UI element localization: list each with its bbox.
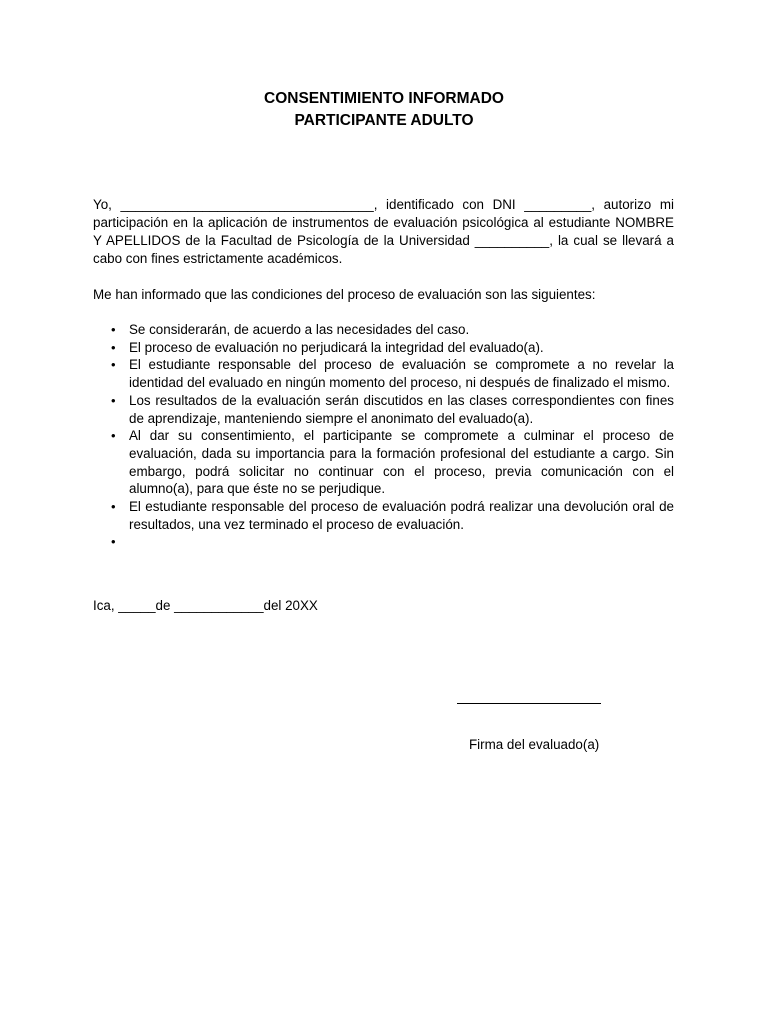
list-item xyxy=(93,321,674,339)
consent-paragraph: Yo, __________________________________, identificado con DNI _________, autorizo mi participación en la aplicación de instrumentos de evaluación psicológica al estudiante NOMBRE Y APELLIDOS de la Facultad de Psicología de la Universidad __________, la cual se llevará a cabo con fines estrictamente académicos. xyxy=(93,197,674,266)
signature-label: Firma del evaluado(a) xyxy=(469,737,600,752)
bullet-icon: • xyxy=(111,428,116,444)
bullet-icon: • xyxy=(111,322,116,337)
list-item-text: Se considerarán, de acuerdo a las necesidades del caso. xyxy=(129,322,470,337)
bullet-icon: • xyxy=(111,339,116,355)
conditions-list xyxy=(93,321,674,551)
document-title: CONSENTIMIENTO INFORMADO xyxy=(264,90,504,107)
document-subtitle: PARTICIPANTE ADULTO xyxy=(294,112,474,129)
bullet-icon: • xyxy=(111,357,116,373)
bullet-icon: • xyxy=(111,534,116,550)
list-item-text: Al dar su consentimiento, el participante se compromete a culminar el proceso de evaluación, dada su importancia para la formación profesional del estudiante a cargo. Sin embargo, podrá solicitar no continuar con el proceso, previa comunicación con el alumno(a), para que éste no se perjudique. xyxy=(129,428,674,497)
list-item xyxy=(93,427,674,498)
list-item-text: Los resultados de la evaluación serán discutidos en las clases correspondientes con fines de aprendizaje, manteniendo siempre el anonimato del evaluado(a). xyxy=(129,392,674,426)
list-item-text: El proceso de evaluación no perjudicará la integridad del evaluado(a). xyxy=(129,339,544,355)
conditions-intro-paragraph: Me han informado que las condiciones del proceso de evaluación son las siguientes: xyxy=(93,287,596,302)
list-item-text: El estudiante responsable del proceso de evaluación se compromete a no revelar la identidad del evaluado en ningún momento del proceso, ni después de finalizado el mismo. xyxy=(129,357,674,391)
list-item xyxy=(93,392,674,427)
list-item xyxy=(93,498,674,533)
list-item xyxy=(93,356,674,391)
signature-line xyxy=(457,703,601,704)
list-item-text: El estudiante responsable del proceso de evaluación podrá realizar una devolución oral de resultados, una vez terminado el proceso de evaluación. xyxy=(129,499,674,532)
bullet-icon: • xyxy=(111,392,116,408)
place-date-line: Ica, _____de ____________del 20XX xyxy=(93,598,318,613)
list-item-empty xyxy=(93,533,674,551)
list-item xyxy=(93,339,674,357)
bullet-icon: • xyxy=(111,499,116,515)
